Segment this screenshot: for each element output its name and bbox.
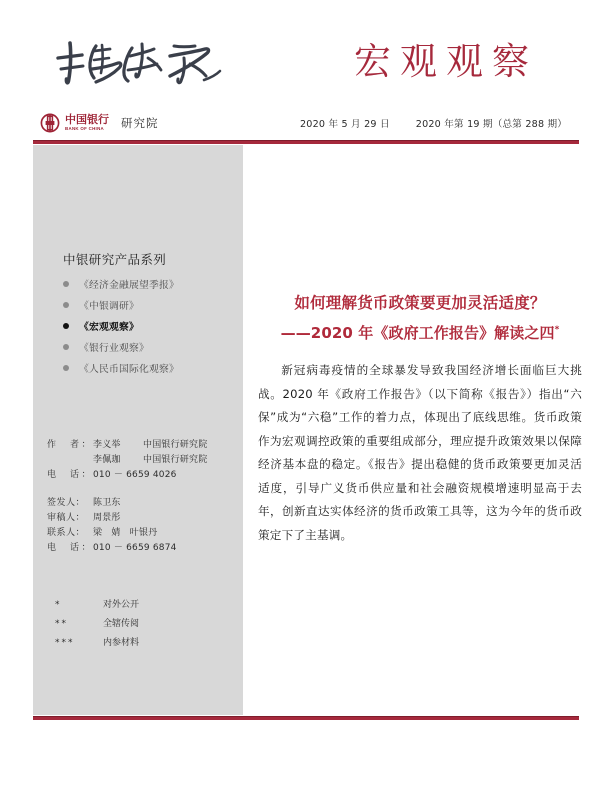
issuer-label: 签发人： — [47, 498, 86, 508]
sidebar-item-boc-research[interactable] — [63, 294, 238, 315]
journal-title: 宏观观察 — [354, 40, 538, 83]
author-name: 李佩珈 — [93, 455, 121, 465]
phone-label: 电 话： — [47, 543, 94, 553]
phone-value: 010 － 6659 6874 — [93, 543, 177, 553]
reviewer-label: 审稿人： — [47, 513, 86, 523]
note-stars: *** — [55, 638, 75, 648]
author-row — [47, 452, 243, 467]
footer-divider — [33, 716, 579, 720]
boc-name-cn: 中国银行 — [65, 113, 109, 126]
series-list — [63, 273, 238, 378]
masthead — [0, 0, 612, 143]
author-org: 中国银行研究院 — [143, 440, 208, 450]
note-label: 对外公开 — [103, 600, 140, 610]
sidebar-item-macro-observation[interactable] — [63, 315, 238, 336]
author-row — [47, 437, 243, 452]
issue-number: 2020 年第 19 期（总第 288 期） — [415, 119, 568, 130]
sidebar-item-economic-outlook[interactable] — [63, 273, 238, 294]
phone-label: 电 话： — [47, 470, 94, 480]
article-block — [258, 290, 582, 547]
contact-phone-row — [47, 540, 243, 555]
meta-spacer — [47, 482, 243, 495]
author-phone-row — [47, 467, 243, 482]
article-subtitle-text: ——2020 年《政府工作报告》解读之四 — [280, 324, 555, 342]
sidebar-item-banking-observation[interactable] — [63, 336, 238, 357]
series-item-label: 《经济金融展望季报》 — [79, 279, 179, 291]
series-item-label: 《宏观观察》 — [79, 321, 139, 333]
boc-name-en: BANK OF CHINA — [65, 126, 105, 131]
note-label: 全辖传阅 — [103, 619, 140, 629]
contact-value: 梁 婧 叶银丹 — [93, 528, 158, 538]
distribution-notes — [55, 597, 235, 654]
sidebar-panel — [33, 145, 243, 715]
bullet-icon — [63, 344, 69, 350]
author-name: 李义举 — [93, 440, 121, 450]
issue-line — [300, 116, 590, 130]
footnote-marker: * — [554, 325, 560, 335]
publication-date: 2020 年 5 月 29 日 — [300, 119, 390, 130]
institute-label: 研究院 — [121, 116, 159, 130]
bullet-icon — [63, 281, 69, 287]
note-row — [55, 597, 235, 616]
series-heading: 中银研究产品系列 — [63, 252, 167, 267]
issuer-value: 陈卫东 — [93, 498, 121, 508]
author-org: 中国银行研究院 — [143, 455, 208, 465]
brand-script-logo — [52, 36, 252, 88]
bullet-icon — [63, 302, 69, 308]
article-subtitle — [258, 316, 582, 347]
series-item-label: 《人民币国际化观察》 — [79, 363, 179, 375]
contact-label: 联系人： — [47, 528, 86, 538]
phone-value: 010 － 6659 4026 — [93, 470, 177, 480]
author-label: 作 者： — [47, 440, 94, 450]
boc-wordmark — [65, 112, 109, 134]
issuer-row — [47, 495, 243, 510]
series-item-label: 《中银调研》 — [79, 300, 139, 312]
header-divider — [33, 140, 579, 144]
contact-row — [47, 525, 243, 540]
bank-of-china-logo — [40, 110, 159, 136]
reviewer-row — [47, 510, 243, 525]
note-stars: * — [55, 600, 62, 610]
boc-emblem-icon — [40, 113, 60, 133]
note-stars: ** — [55, 619, 68, 629]
bullet-icon — [63, 323, 69, 329]
sidebar-item-rmb-internationalization[interactable] — [63, 357, 238, 378]
article-body: 新冠病毒疫情的全球暴发导致我国经济增长面临巨大挑战。2020 年《政府工作报告》（以下简称《报告》）指出“六保”成为“六稳”工作的着力点，体现出了底线思维。货币政策作为宏观调控政策的重要组成部分，理应提升政策效果以保障经济基本盘的稳定。《报告》提出稳健的货币政策要更加灵活适度，引导广义货币供应量和社会融资规模增速明显高于去年，创新直达实体经济的货币政策工具等，这为今年的货币政策定下了主基调。 — [258, 363, 582, 542]
reviewer-value: 周景彤 — [93, 513, 121, 523]
note-row — [55, 635, 235, 654]
series-item-label: 《银行业观察》 — [79, 342, 149, 354]
bullet-icon — [63, 365, 69, 371]
note-row — [55, 616, 235, 635]
publication-meta — [47, 437, 243, 555]
article-title: 如何理解货币政策要更加灵活适度？ — [294, 294, 546, 312]
note-label: 内参材料 — [103, 638, 140, 648]
